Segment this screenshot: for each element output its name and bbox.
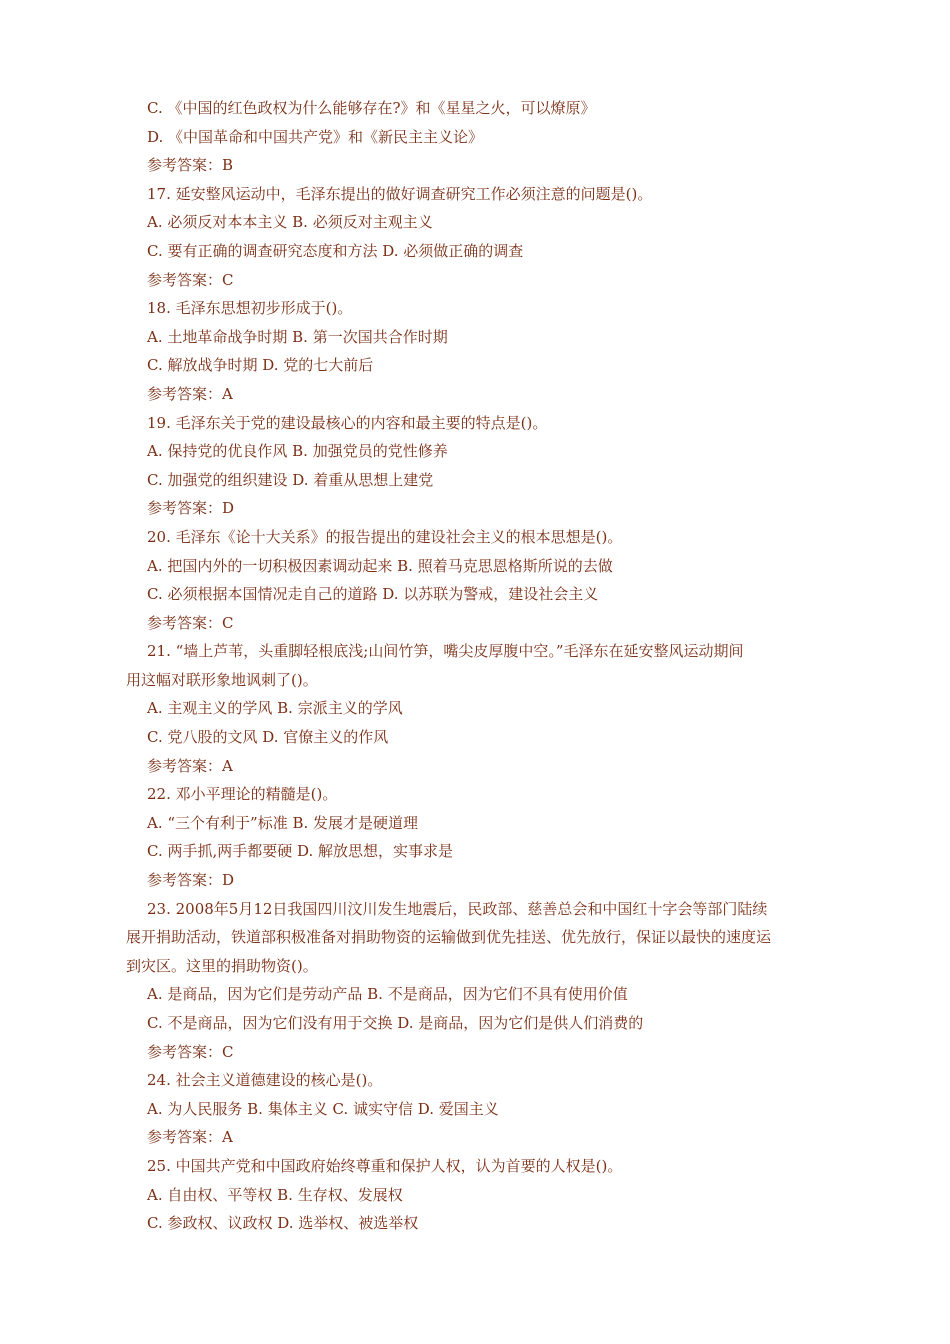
option-line: A. 为人民服务 B. 集体主义 C. 诚实守信 D. 爱国主义 xyxy=(147,1099,499,1118)
option-line: A. 主观主义的学风 B. 宗派主义的学风 xyxy=(147,699,403,718)
answer-line: 参考答案：A xyxy=(147,384,233,403)
answer-line: 参考答案：A xyxy=(147,756,233,775)
question-23-line-3: 到灾区。这里的捐助物资()。 xyxy=(126,956,318,975)
option-line: D. 《中国革命和中国共产党》和《新民主主义论》 xyxy=(147,127,484,146)
question-22: 22. 邓小平理论的精髓是()。 xyxy=(147,785,338,804)
option-line: A. 是商品，因为它们是劳动产品 B. 不是商品，因为它们不具有使用价值 xyxy=(147,985,628,1004)
question-20: 20. 毛泽东《论十大关系》的报告提出的建设社会主义的根本思想是()。 xyxy=(147,527,623,546)
answer-line: 参考答案：B xyxy=(147,156,234,175)
answer-line: 参考答案：D xyxy=(147,871,235,890)
option-line: C. 要有正确的调查研究态度和方法 D. 必须做正确的调查 xyxy=(147,241,524,260)
option-line: A. 保持党的优良作风 B. 加强党员的党性修养 xyxy=(147,442,448,461)
option-line: C. 参政权、议政权 D. 选举权、被选举权 xyxy=(147,1214,419,1233)
option-line: C. 《中国的红色政权为什么能够存在?》和《星星之火，可以燎原》 xyxy=(147,99,596,117)
option-line: A. 土地革命战争时期 B. 第一次国共合作时期 xyxy=(147,327,448,346)
answer-line: 参考答案：C xyxy=(147,1042,234,1061)
question-23-line-2: 展开捐助活动，铁道部积极准备对捐助物资的运输做到优先挂送、优先放行，保证以最快的速度运 xyxy=(126,928,772,947)
answer-line: 参考答案：C xyxy=(147,613,234,632)
answer-line: 参考答案：A xyxy=(147,1128,233,1147)
option-line: A. 自由权、平等权 B. 生存权、发展权 xyxy=(147,1185,403,1204)
question-25: 25. 中国共产党和中国政府始终尊重和保护人权，认为首要的人权是()。 xyxy=(147,1156,623,1175)
option-line: C. 加强党的组织建设 D. 着重从思想上建党 xyxy=(147,470,434,489)
question-21-line-2: 用这幅对联形象地讽刺了()。 xyxy=(126,670,318,689)
option-line: C. 必须根据本国情况走自己的道路 D. 以苏联为警戒，建设社会主义 xyxy=(147,585,599,604)
option-line: A. 把国内外的一切积极因素调动起来 B. 照着马克思恩格斯所说的去做 xyxy=(147,556,613,575)
document-body xyxy=(126,94,847,1238)
question-21-line-1: 21. “墙上芦苇，头重脚轻根底浅;山间竹笋，嘴尖皮厚腹中空。”毛泽东在延安整风运动期间 xyxy=(147,642,744,661)
option-line: C. 解放战争时期 D. 党的七大前后 xyxy=(147,356,374,375)
question-23-line-1: 23. 2008年5月12日我国四川汶川发生地震后，民政部、慈善总会和中国红十字会等部门陆续 xyxy=(147,899,768,918)
option-line: C. 不是商品，因为它们没有用于交换 D. 是商品，因为它们是供人们消费的 xyxy=(147,1014,644,1032)
option-line: C. 党八股的文风 D. 官僚主义的作风 xyxy=(147,728,389,747)
question-17: 17. 延安整风运动中，毛泽东提出的做好调查研究工作必须注意的问题是()。 xyxy=(147,184,653,203)
option-line: A. “三个有利于”标准 B. 发展才是硬道理 xyxy=(147,813,419,832)
answer-line: 参考答案：D xyxy=(147,499,235,518)
option-line: A. 必须反对本本主义 B. 必须反对主观主义 xyxy=(147,213,433,232)
option-line: C. 两手抓,两手都要硬 D. 解放思想，实事求是 xyxy=(147,842,454,861)
question-18: 18. 毛泽东思想初步形成于()。 xyxy=(147,299,353,318)
answer-line: 参考答案：C xyxy=(147,270,234,289)
question-19: 19. 毛泽东关于党的建设最核心的内容和最主要的特点是()。 xyxy=(147,413,548,432)
question-24: 24. 社会主义道德建设的核心是()。 xyxy=(147,1071,383,1090)
